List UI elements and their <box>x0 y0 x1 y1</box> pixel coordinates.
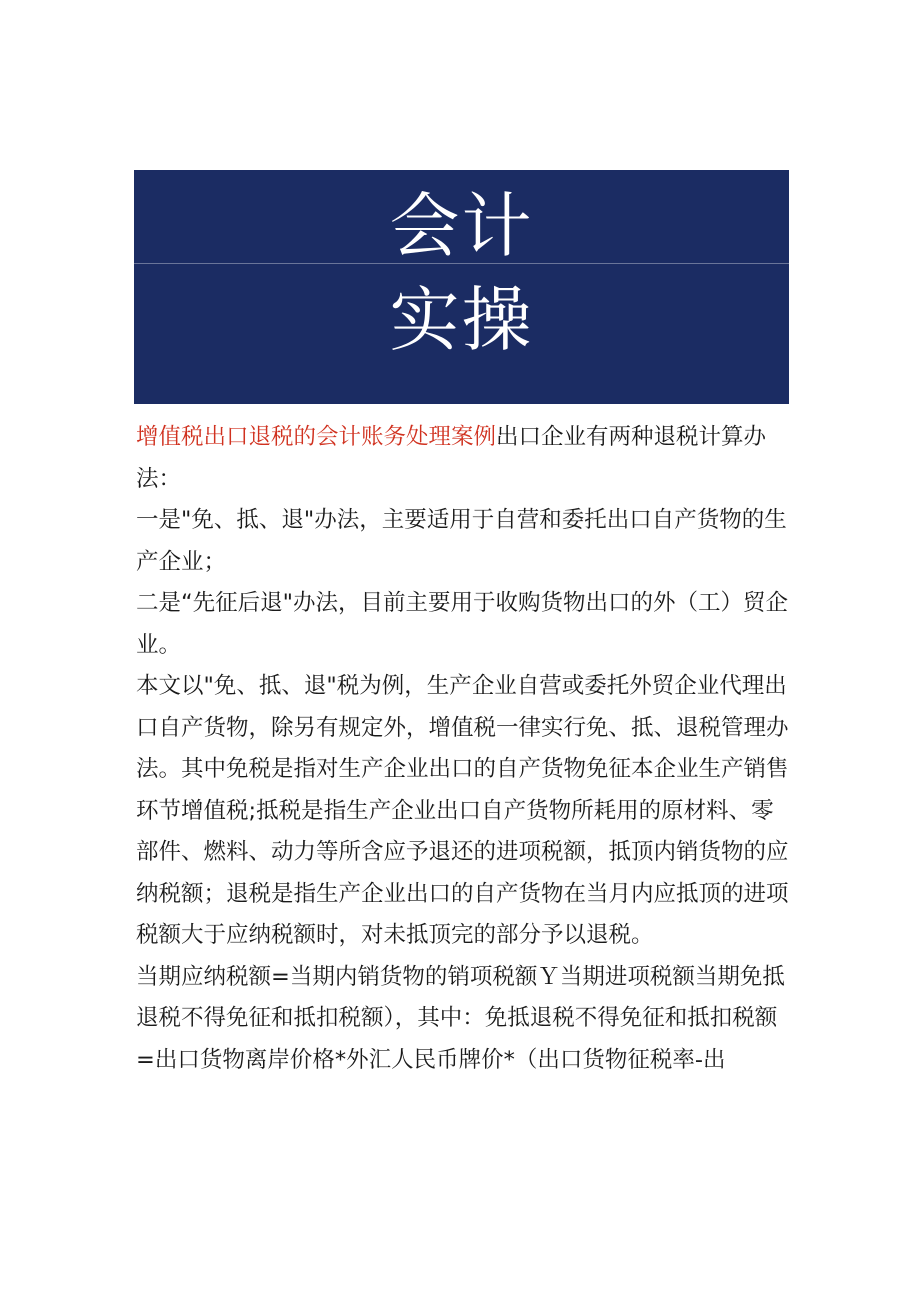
paragraph-method-one: 一是"免、抵、退"办法，主要适用于自营和委托出口自产货物的生产企业； <box>136 507 787 575</box>
banner-title-line1: 会计 <box>389 185 534 267</box>
paragraph-formula: 当期应纳税额=当期内销货物的销项税额Ｙ当期进项税额当期免抵退税不得免征和抵扣税额），其中：免抵退税不得免征和抵扣税额=出口货物离岸价格*外汇人民币牌价*（出口货物征税率-出 <box>136 963 785 1073</box>
article-intro: 出口企业有两种退税计算办法： <box>136 424 767 492</box>
title-banner <box>134 170 789 404</box>
article-headline: 增值税出口退税的会计账务处理案例 <box>136 424 497 450</box>
banner-title-line2: 实操 <box>389 279 534 361</box>
paragraph-explanation: 本文以"免、抵、退"税为例，生产企业自营或委托外贸企业代理出口自产货物，除另有规定外，增值税一律实行免、抵、退税管理办法。其中免税是指对生产企业出口的自产货物免征本企业生产销售环节增值税;抵税是指生产企业出口自产货物所耗用的原材料、零部件、燃料、动力等所含应予退还的进项税额，抵顶内销货物的应纳税额；退税是指生产企业出口的自产货物在当月内应抵顶的进项税额大于应纳税额时，对未抵顶完的部分予以退税。 <box>136 673 789 948</box>
paragraph-method-two: 二是“先征后退"办法，目前主要用于收购货物出口的外（工）贸企业。 <box>136 590 789 658</box>
article-body <box>136 417 796 1081</box>
banner-divider <box>134 263 789 264</box>
article-intro-paragraph <box>136 417 796 500</box>
